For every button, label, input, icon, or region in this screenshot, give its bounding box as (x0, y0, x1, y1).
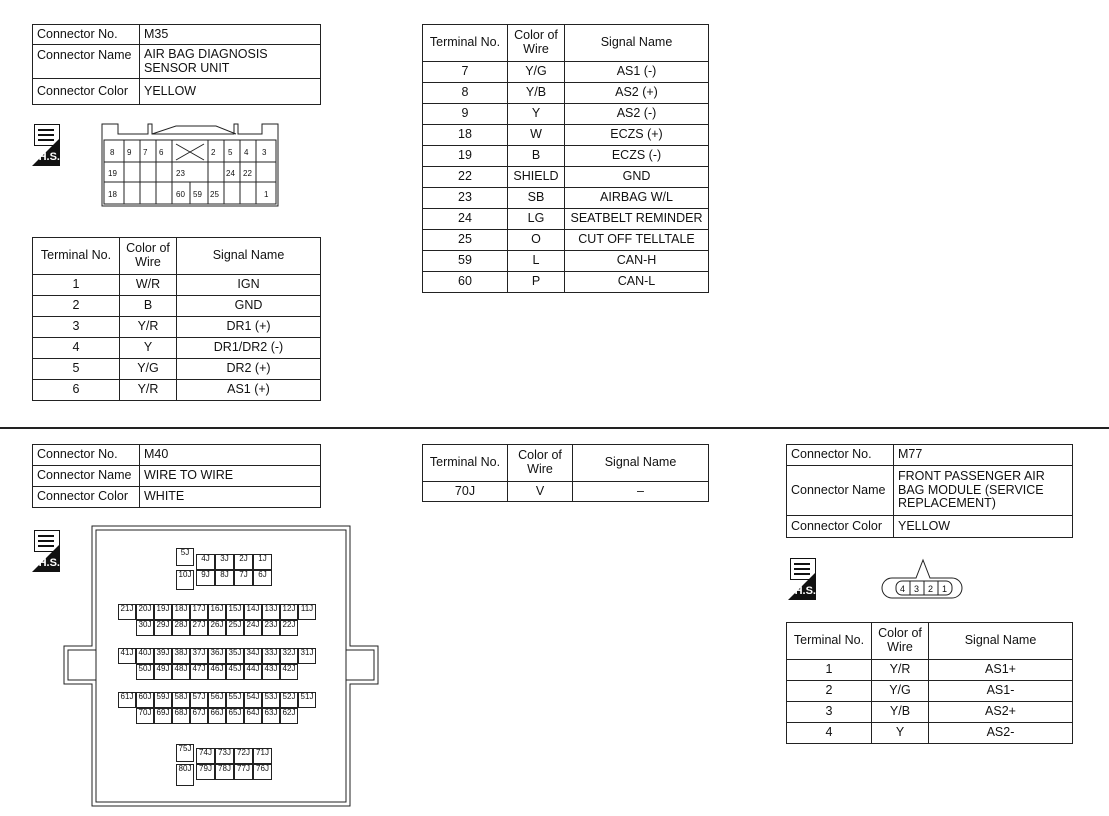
harness-side-icon (32, 124, 62, 166)
m35-connector-info (32, 24, 321, 105)
pin-cell: 75J (176, 744, 194, 762)
pin-cell: 4J (196, 554, 215, 570)
pin-label: 60 (176, 190, 185, 199)
wire-color: Y/G (120, 359, 177, 380)
wire-color: V (508, 482, 573, 502)
pin-cell: 14J (244, 604, 262, 620)
pin-cell: 62J (280, 708, 298, 724)
table-row (787, 702, 1073, 723)
pin-cell: 10J (176, 570, 194, 590)
table-row (33, 359, 321, 380)
pin-cell: 16J (208, 604, 226, 620)
pin-cell: 40J (136, 648, 154, 664)
wire-color-header-line: Wire (527, 462, 553, 476)
pin-cell: 35J (226, 648, 244, 664)
terminal-no-header: Terminal No. (33, 238, 120, 275)
connector-color-label: Connector Color (33, 79, 140, 105)
pin-cell: 50J (136, 664, 154, 680)
m77-terminal-table (786, 622, 1073, 744)
pin-cell: 34J (244, 648, 262, 664)
pin-cell: 65J (226, 708, 244, 724)
wire-color: Y/B (872, 702, 929, 723)
connector-name-label: Connector Name (33, 45, 140, 79)
pin-cell: 57J (190, 692, 208, 708)
connector-name-value (140, 45, 321, 79)
table-row (423, 167, 709, 188)
pin-cell: 2J (234, 554, 253, 570)
signal-name-header: Signal Name (177, 238, 321, 275)
connector-name-line: BAG MODULE (SERVICE (898, 482, 1044, 497)
wire-color-header (508, 445, 573, 482)
wire-color-header-line: Color of (126, 241, 170, 256)
connector-color-label: Connector Color (787, 516, 894, 538)
table-row (787, 681, 1073, 702)
m35-face-labels (108, 148, 269, 199)
pin-cell: 21J (118, 604, 136, 620)
hs-label: H.S. (794, 585, 816, 597)
pin-cell: 64J (244, 708, 262, 724)
pin-cell: 44J (244, 664, 262, 680)
m40-connector-info (32, 444, 321, 508)
pin-cell: 47J (190, 664, 208, 680)
wire-color: L (508, 251, 565, 272)
pin-label: 9 (127, 148, 132, 157)
terminal-no: 4 (787, 723, 872, 744)
pin-cell: 20J (136, 604, 154, 620)
wire-color: Y (120, 338, 177, 359)
harness-side-icon (32, 530, 62, 572)
terminal-no: 6 (33, 380, 120, 401)
wire-color-header (508, 25, 565, 62)
pin-cell: 71J (253, 748, 272, 764)
terminal-no-header: Terminal No. (787, 623, 872, 660)
wire-color: Y/R (120, 380, 177, 401)
wire-color: Y (872, 723, 929, 744)
signal-name: ECZS (+) (565, 125, 709, 146)
terminal-no: 1 (787, 660, 872, 681)
wire-color: B (120, 296, 177, 317)
pin-cell: 9J (196, 570, 215, 586)
pin-cell: 46J (208, 664, 226, 680)
pin-cell: 45J (226, 664, 244, 680)
signal-name: AS1 (-) (565, 62, 709, 83)
pin-cell: 13J (262, 604, 280, 620)
table-row (33, 380, 321, 401)
m35-connector-face (96, 120, 286, 212)
pin-cell: 36J (208, 648, 226, 664)
signal-name: DR1/DR2 (-) (177, 338, 321, 359)
connector-name-value: WIRE TO WIRE (140, 466, 321, 487)
pin-cell: 79J (196, 764, 215, 780)
pin-cell: 76J (253, 764, 272, 780)
pin-cell: 49J (154, 664, 172, 680)
pin-cell: 78J (215, 764, 234, 780)
pin-cell: 69J (154, 708, 172, 724)
table-row (33, 296, 321, 317)
pin-cell: 6J (253, 570, 272, 586)
pin-cell: 53J (262, 692, 280, 708)
pin-label: 6 (159, 148, 164, 157)
pin-cell: 77J (234, 764, 253, 780)
m35-terminal-table-1 (32, 237, 321, 401)
terminal-no: 3 (33, 317, 120, 338)
hs-label: H.S. (38, 557, 60, 569)
pin-cell: 59J (154, 692, 172, 708)
wire-color: Y/R (120, 317, 177, 338)
pin-cell: 60J (136, 692, 154, 708)
connector-no-label: Connector No. (33, 25, 140, 45)
signal-name: AS2- (929, 723, 1073, 744)
signal-name: AS1 (+) (177, 380, 321, 401)
table-row (787, 660, 1073, 681)
signal-name: IGN (177, 275, 321, 296)
table-row (787, 723, 1073, 744)
wire-color-header-line: Color of (514, 28, 558, 43)
wire-color-header-line: Color of (878, 626, 922, 641)
pin-cell: 41J (118, 648, 136, 664)
pin-cell: 73J (215, 748, 234, 764)
pin-cell: 74J (196, 748, 215, 764)
wire-color: LG (508, 209, 565, 230)
signal-name: DR2 (+) (177, 359, 321, 380)
pin-cell: 39J (154, 648, 172, 664)
section-divider (0, 427, 1109, 429)
pin-cell: 33J (262, 648, 280, 664)
connector-no-label: Connector No. (33, 445, 140, 466)
wire-color: W (508, 125, 565, 146)
pin-cell: 11J (298, 604, 316, 620)
wire-color-header-line: Wire (135, 255, 161, 269)
pin-cell: 67J (190, 708, 208, 724)
pin-cell: 51J (298, 692, 316, 708)
connector-name-label: Connector Name (33, 466, 140, 487)
connector-no-value: M40 (140, 445, 321, 466)
pin-cell: 43J (262, 664, 280, 680)
pin-cell: 26J (208, 620, 226, 636)
pin-cell: 38J (172, 648, 190, 664)
wire-color: Y/G (508, 62, 565, 83)
pin-cell: 8J (215, 570, 234, 586)
wire-color: O (508, 230, 565, 251)
table-row (33, 275, 321, 296)
pin-cell: 23J (262, 620, 280, 636)
m77-connector-info (786, 444, 1073, 538)
pin-label: 25 (210, 190, 219, 199)
terminal-no: 3 (787, 702, 872, 723)
connector-no-label: Connector No. (787, 445, 894, 466)
pin-cell: 28J (172, 620, 190, 636)
hs-label: H.S. (38, 151, 60, 163)
signal-name: CAN-L (565, 272, 709, 293)
wire-color-header-line: Wire (523, 42, 549, 56)
pin-label: 24 (226, 169, 235, 178)
table-row (33, 317, 321, 338)
signal-name: AS1- (929, 681, 1073, 702)
pin-label: 2 (928, 584, 934, 594)
pin-cell: 18J (172, 604, 190, 620)
pin-label: 7 (143, 148, 148, 157)
terminal-no: 7 (423, 62, 508, 83)
wire-color: W/R (120, 275, 177, 296)
terminal-no: 4 (33, 338, 120, 359)
signal-name-header: Signal Name (929, 623, 1073, 660)
signal-name-header: Signal Name (565, 25, 709, 62)
pin-cell: 24J (244, 620, 262, 636)
pin-cell: 72J (234, 748, 253, 764)
pin-cell: 25J (226, 620, 244, 636)
pin-cell: 37J (190, 648, 208, 664)
signal-name: SEATBELT REMINDER (565, 209, 709, 230)
signal-name: – (573, 482, 709, 502)
pin-cell: 3J (215, 554, 234, 570)
pin-cell: 80J (176, 764, 194, 786)
table-row (423, 62, 709, 83)
wire-color: B (508, 146, 565, 167)
terminal-no: 2 (33, 296, 120, 317)
pin-cell: 48J (172, 664, 190, 680)
wire-color: SB (508, 188, 565, 209)
connector-no-value: M35 (140, 25, 321, 45)
terminal-no: 9 (423, 104, 508, 125)
pin-label: 1 (264, 190, 269, 199)
harness-side-icon (788, 558, 818, 600)
pin-cell: 17J (190, 604, 208, 620)
connector-color-value: YELLOW (894, 516, 1073, 538)
connector-name-label: Connector Name (787, 466, 894, 516)
pin-cell: 15J (226, 604, 244, 620)
pin-cell: 30J (136, 620, 154, 636)
pin-cell: 22J (280, 620, 298, 636)
terminal-no-header: Terminal No. (423, 445, 508, 482)
wire-color-header (872, 623, 929, 660)
signal-name-header: Signal Name (573, 445, 709, 482)
pin-cell: 19J (154, 604, 172, 620)
pin-cell: 1J (253, 554, 272, 570)
table-row (423, 188, 709, 209)
m35-terminal-table-2 (422, 24, 709, 293)
connector-name-line: REPLACEMENT) (898, 496, 996, 511)
pin-cell: 42J (280, 664, 298, 680)
pin-label: 8 (110, 148, 115, 157)
pin-label: 3 (914, 584, 920, 594)
wire-color: Y/G (872, 681, 929, 702)
pin-label: 19 (108, 169, 117, 178)
table-row (423, 272, 709, 293)
pin-cell: 55J (226, 692, 244, 708)
pin-label: 4 (900, 584, 906, 594)
terminal-no: 25 (423, 230, 508, 251)
table-row (423, 209, 709, 230)
wire-color-header-line: Color of (518, 448, 562, 463)
pin-cell: 58J (172, 692, 190, 708)
pin-cell: 7J (234, 570, 253, 586)
table-row (423, 104, 709, 125)
terminal-no: 22 (423, 167, 508, 188)
table-row (423, 230, 709, 251)
pin-label: 1 (942, 584, 948, 594)
pin-cell: 5J (176, 548, 194, 566)
signal-name: DR1 (+) (177, 317, 321, 338)
wire-color: Y/B (508, 83, 565, 104)
connector-color-label: Connector Color (33, 487, 140, 508)
table-row (423, 125, 709, 146)
wire-color: P (508, 272, 565, 293)
pin-label: 2 (211, 148, 216, 157)
terminal-no: 1 (33, 275, 120, 296)
pin-cell: 61J (118, 692, 136, 708)
signal-name: AS2 (-) (565, 104, 709, 125)
wire-color: SHIELD (508, 167, 565, 188)
wire-color: Y/R (872, 660, 929, 681)
pin-cell: 52J (280, 692, 298, 708)
signal-name: GND (177, 296, 321, 317)
pin-label: 23 (176, 169, 185, 178)
pin-cell: 70J (136, 708, 154, 724)
connector-color-value: YELLOW (140, 79, 321, 105)
signal-name: AS2 (+) (565, 83, 709, 104)
terminal-no: 70J (423, 482, 508, 502)
signal-name: CAN-H (565, 251, 709, 272)
m77-connector-face (876, 554, 966, 604)
signal-name: AIRBAG W/L (565, 188, 709, 209)
pin-cell: 68J (172, 708, 190, 724)
m40-terminal-table (422, 444, 709, 502)
table-row (423, 251, 709, 272)
terminal-no: 23 (423, 188, 508, 209)
pin-label: 22 (243, 169, 252, 178)
table-row (423, 482, 709, 502)
terminal-no: 2 (787, 681, 872, 702)
terminal-no: 19 (423, 146, 508, 167)
table-row (33, 338, 321, 359)
signal-name: CUT OFF TELLTALE (565, 230, 709, 251)
wire-color-header (120, 238, 177, 275)
connector-name-line: FRONT PASSENGER AIR (898, 468, 1045, 483)
pin-cell: 54J (244, 692, 262, 708)
pin-cell: 32J (280, 648, 298, 664)
terminal-no: 8 (423, 83, 508, 104)
connector-color-value: WHITE (140, 487, 321, 508)
pin-label: 4 (244, 148, 249, 157)
pin-label: 18 (108, 190, 117, 199)
pin-cell: 27J (190, 620, 208, 636)
terminal-no: 60 (423, 272, 508, 293)
terminal-no-header: Terminal No. (423, 25, 508, 62)
connector-name-value (894, 466, 1073, 516)
connector-name-line: AIR BAG DIAGNOSIS (144, 47, 268, 61)
terminal-no: 59 (423, 251, 508, 272)
wire-color-header-line: Wire (887, 640, 913, 654)
pin-cell: 12J (280, 604, 298, 620)
terminal-no: 24 (423, 209, 508, 230)
pin-label: 5 (228, 148, 233, 157)
signal-name: GND (565, 167, 709, 188)
connector-no-value: M77 (894, 445, 1073, 466)
pin-label: 59 (193, 190, 202, 199)
pin-cell: 63J (262, 708, 280, 724)
pin-cell: 56J (208, 692, 226, 708)
signal-name: ECZS (-) (565, 146, 709, 167)
signal-name: AS1+ (929, 660, 1073, 681)
pin-cell: 29J (154, 620, 172, 636)
signal-name: AS2+ (929, 702, 1073, 723)
pin-cell: 66J (208, 708, 226, 724)
terminal-no: 5 (33, 359, 120, 380)
wire-color: Y (508, 104, 565, 125)
terminal-no: 18 (423, 125, 508, 146)
table-row (423, 146, 709, 167)
pin-label: 3 (262, 148, 267, 157)
pin-cell: 31J (298, 648, 316, 664)
connector-name-line: SENSOR UNIT (144, 60, 230, 75)
table-row (423, 83, 709, 104)
